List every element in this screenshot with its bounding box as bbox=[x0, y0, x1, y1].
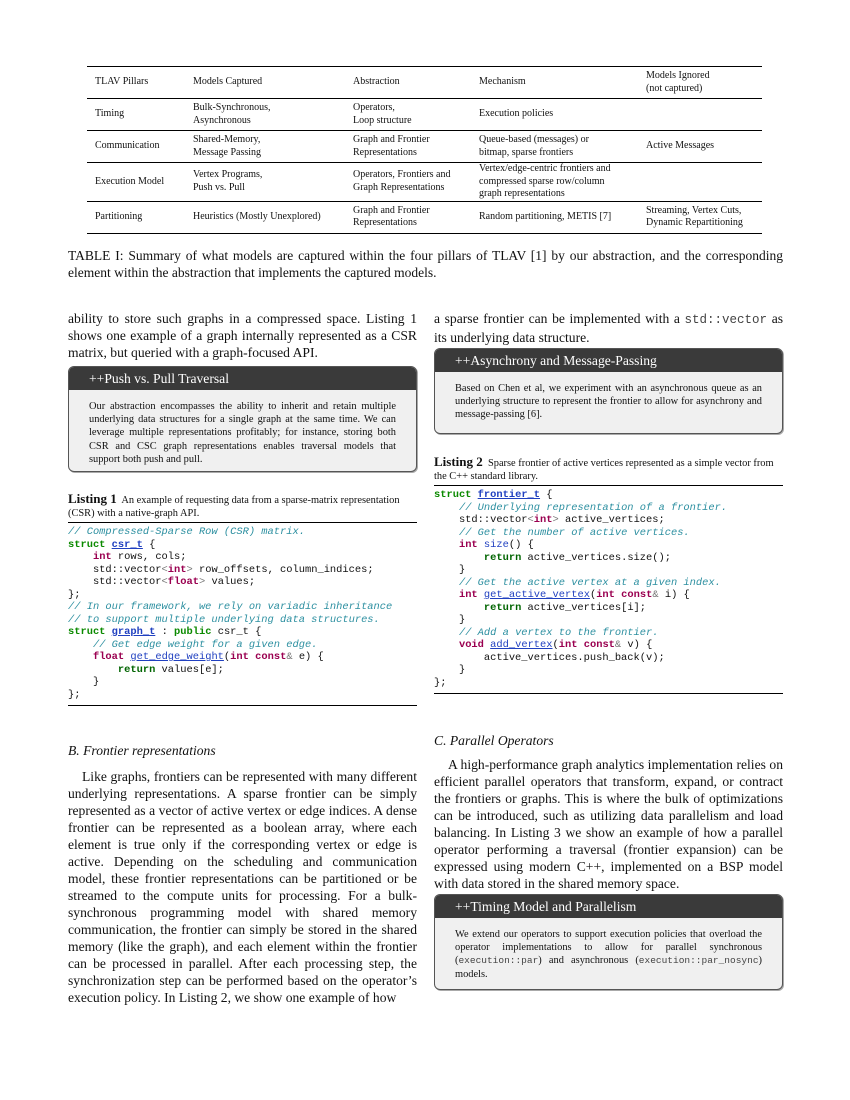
listing-caption bbox=[68, 493, 417, 523]
table-cell: Vertex/edge-centric frontiers and compressed sparse row/column graph representations bbox=[479, 163, 611, 199]
header-cell: TLAV Pillars bbox=[95, 76, 149, 88]
listing-1 bbox=[68, 493, 417, 706]
table-cell: Streaming, Vertex Cuts, Dynamic Repartitioning bbox=[646, 204, 743, 228]
table-row bbox=[87, 201, 762, 233]
intro-text: a sparse frontier can be implemented with a bbox=[434, 311, 680, 326]
box-title: ++Push vs. Pull Traversal bbox=[69, 367, 416, 390]
listing-2 bbox=[434, 456, 783, 694]
header-cell: Abstraction bbox=[353, 76, 400, 88]
box-title: ++Timing Model and Parallelism bbox=[435, 895, 782, 918]
listing-label: Listing 2 bbox=[434, 454, 483, 469]
right-intro bbox=[434, 310, 783, 346]
table-row bbox=[87, 131, 762, 163]
table-cell: Heuristics (Mostly Unexplored) bbox=[193, 210, 321, 222]
section-c-paragraph: A high-performance graph analytics implementation relies on efficient parallel operators that transform, expand, or contract the frontiers or graphs. This is where the bulk of optimizations can be introduced, such as utilizing data parallelism and load balancing. In Listing 3 we show an example of how a parallel operator performing a traversal (frontier expansion) can be expressed using modern C++, implemented on a BSP model with data stored in the shared memory space. bbox=[434, 757, 783, 891]
table-cell: Active Messages bbox=[646, 140, 715, 152]
intro-text: as its underlying data structure. bbox=[434, 311, 784, 345]
section-b-paragraph: Like graphs, frontiers can be represented with many different underlying representations. A sparse frontier can be simply represented as a vector of active vertex or edge indices. A dense frontier can be represented as a boolean array, where each element is true only if the corresponding vertex or edge is active. Depending on the scheduling and communication model, these frontier representations can be partitioned or be streamed to the compute units for processing. For a bulk-synchronous programming model with shared memory communication, the frontier can simply be stored in the shared memory (like the graph), and each element within the frontier can be processed in parallel. After each processing step, the synchronization step can be performed based on the operator’s execution policy. In Listing 2, we show one example of how bbox=[68, 769, 417, 1005]
table-cell: Execution policies bbox=[479, 108, 554, 120]
header-cell: Models Ignored (not captured) bbox=[646, 70, 710, 94]
table-header-row bbox=[87, 67, 762, 99]
table-caption: TABLE I: Summary of what models are captured within the four pillars of TLAV [1] by our abstraction, and the corresponding element within the abstraction that implements the captured models. bbox=[68, 248, 783, 280]
table-cell: Execution Model bbox=[95, 175, 165, 187]
table-cell: Operators, Frontiers and Graph Representations bbox=[353, 169, 451, 193]
table-cell: Partitioning bbox=[95, 210, 143, 222]
box-body bbox=[435, 918, 782, 990]
table-cell: Random partitioning, METIS [7] bbox=[479, 210, 612, 222]
table-cell: Queue-based (messages) or bitmap, sparse frontiers bbox=[479, 134, 589, 158]
table-cell: Timing bbox=[95, 108, 125, 120]
table-cell: Graph and Frontier Representations bbox=[353, 134, 430, 158]
box-text: ) and asynchronous ( bbox=[538, 955, 639, 967]
table-cell: Operators, Loop structure bbox=[353, 102, 412, 126]
header-cell: Mechanism bbox=[479, 76, 526, 88]
inline-code: execution::par bbox=[458, 955, 539, 967]
box-text: We extend our operators to support execution policies that overload the operator implementations to allow for parallel synchronous ( bbox=[455, 929, 762, 967]
listing-label: Listing 1 bbox=[68, 491, 117, 506]
table-cell: Bulk-Synchronous, Asynchronous bbox=[193, 102, 271, 126]
async-box bbox=[434, 348, 783, 434]
table-cell: Communication bbox=[95, 140, 160, 152]
section-b-heading: B. Frontier representations bbox=[68, 743, 216, 758]
table-cell: Shared-Memory, Message Passing bbox=[193, 134, 262, 158]
table-cell bbox=[638, 163, 762, 202]
summary-table bbox=[87, 66, 762, 234]
box-body: Based on Chen et al, we experiment with an asynchronous queue as an underlying structure to represent the frontier to allow for asynchrony and message-passing [6]. bbox=[455, 383, 762, 421]
table-row bbox=[87, 99, 762, 131]
box-title: ++Asynchrony and Message-Passing bbox=[435, 349, 782, 372]
inline-code: std::vector bbox=[684, 313, 768, 327]
code-block: struct frontier_t { // Underlying representation of a frontier. std::vector<int> active_vertices; // Get the number of active vertices. int size() { return active_vertices.size(); } // Get the active vertex at a given index. int get_active_vertex(int const& i) { return active_vertices[i]; } // Add a vertex to the frontier. void add_vertex(int const& v) { active_vertices.push_back(v); } }; bbox=[434, 486, 783, 694]
table-row bbox=[87, 163, 762, 202]
box-body: Our abstraction encompasses the ability to inherit and retain multiple underlying data structures for a single graph at the same time. We can leverage multiple representations profitably; for instance, storing both CSR and CSC graph representations enables traversal models that support both push and pull. bbox=[89, 401, 396, 465]
header-cell: Models Captured bbox=[193, 76, 263, 88]
left-intro: ability to store such graphs in a compressed space. Listing 1 shows one example of a graph internally represented as a CSR matrix, but queried with a graph-focused API. bbox=[68, 311, 417, 360]
listing-caption-text: Sparse frontier of active vertices represented as a simple vector from the C++ standard library. bbox=[434, 458, 774, 482]
table-cell: Graph and Frontier Representations bbox=[353, 204, 430, 228]
timing-box bbox=[434, 894, 783, 990]
code-block: // Compressed-Sparse Row (CSR) matrix. struct csr_t { int rows, cols; std::vector<int> row_offsets, column_indices; std::vector<float> values; }; // In our framework, we rely on variadic inheritance // to support multiple underlying data structures. struct graph_t : public csr_t { // Get edge weight for a given edge. float get_edge_weight(int const& e) { return values[e]; } }; bbox=[68, 523, 417, 706]
listing-caption-text: An example of requesting data from a sparse-matrix representation (CSR) with a native-graph API. bbox=[68, 495, 400, 519]
table-cell: Vertex Programs, Push vs. Pull bbox=[193, 169, 263, 193]
push-pull-box bbox=[68, 366, 417, 472]
listing-caption bbox=[434, 456, 783, 486]
inline-code: execution::par_nosync bbox=[638, 955, 759, 967]
section-c-heading: C. Parallel Operators bbox=[434, 733, 554, 748]
table-cell bbox=[638, 99, 762, 131]
box-text: ) models. bbox=[455, 955, 762, 980]
